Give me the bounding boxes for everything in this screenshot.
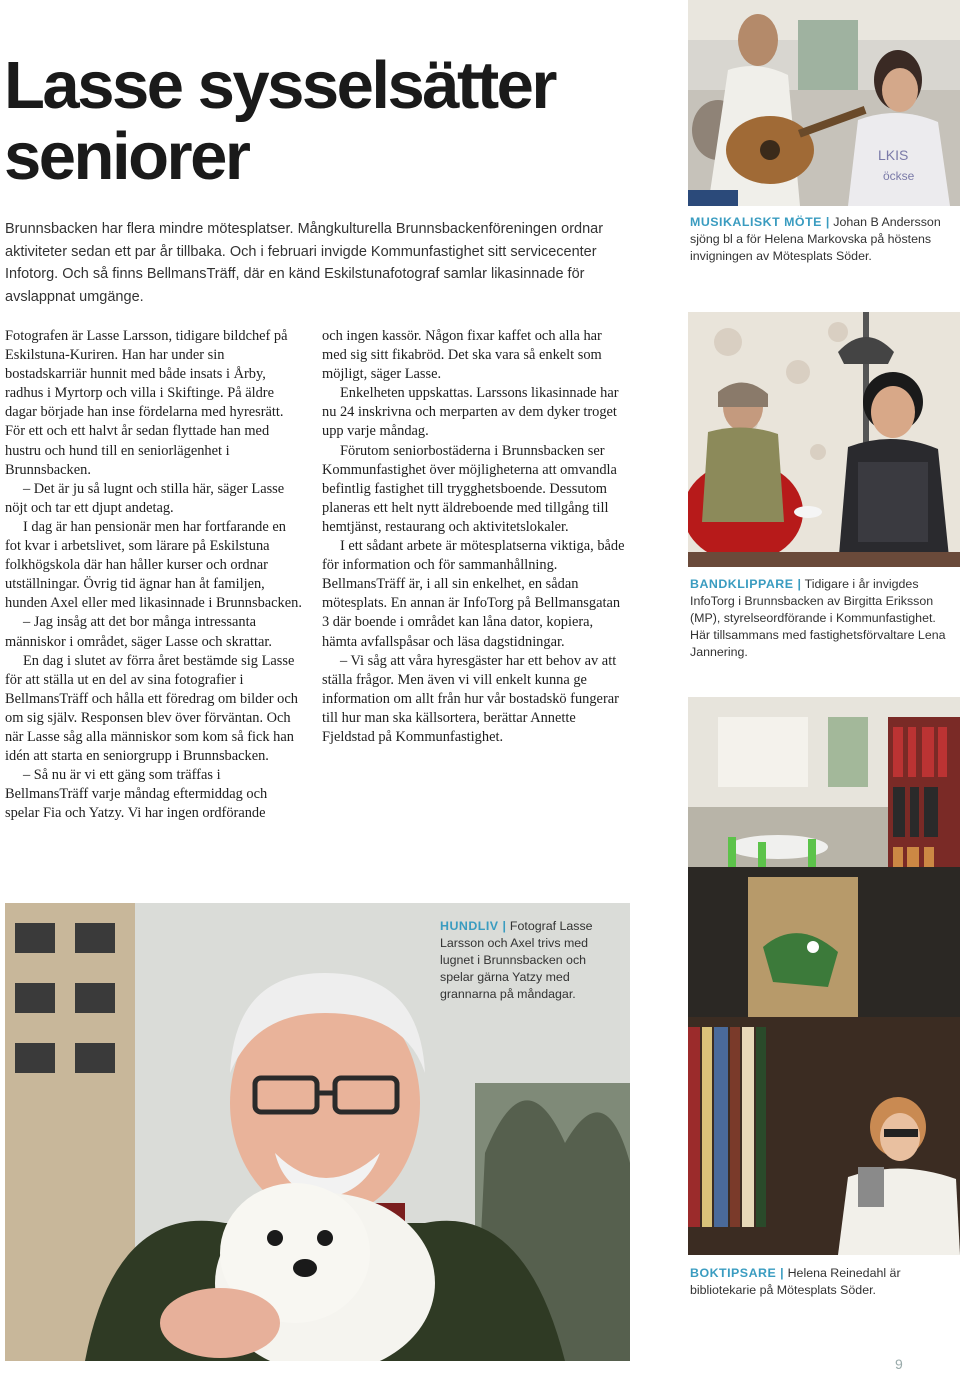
photo-musicians: [688, 0, 960, 206]
caption-dog-label: HUNDLIV |: [440, 919, 507, 933]
caption-ribbon-text: Tidigare i år invigdes InfoTorg i Brunnsbacken av Birgitta Eriksson (MP), styrelseordförande i Kommunfastighet. Här tillsammans med fastighetsförvaltare Lena Jannering.: [690, 577, 946, 659]
col2-paragraph: I ett sådant arbete är mötesplatserna viktiga, både för information och för sammanhållning. BellmansTräff är, i all sin enkelhet, en sådan mötesplats. En annan är InfoTorg på Bellmansgatan 3 där boende i området kan låna dator, kopiera, hämta avfallspåsar och läsa dagstidningar.: [322, 538, 625, 650]
svg-text:öckse: öckse: [883, 169, 915, 183]
col2-paragraph: Enkelheten uppskattas. Larssons likasinnade har nu 24 inskrivna och merparten av dem dyker troget upp varje måndag.: [322, 385, 619, 440]
caption-ribbon: [690, 576, 950, 661]
col1-paragraph: – Så nu är vi ett gäng som träffas i BellmansTräff varje måndag eftermiddag och spelar Fia och Yatzy. Vi har ingen ordförande: [5, 767, 268, 822]
photo-library: [688, 697, 960, 1255]
col1-paragraph: Fotografen är Lasse Larsson, tidigare bildchef på Eskilstuna-Kuriren. Han har under sin bostadskarriär hunnit med både insats i Årby, radhus i Myrtorp och villa i Skiftinge. På äldre dagar började han inse fördelarna med hyresrätt. För ett och ett halvt år sedan flyttade han med hustru och hund till en seniorlägenhet i Brunnsbacken.: [5, 328, 288, 478]
body-column-2: [322, 327, 628, 747]
ingress: Brunnsbacken har flera mindre mötesplatser. Mångkulturella Brunnsbackenföreningen ordnar aktiviteter sedan ett par år tillbaka. Och i februari invigde Kommunfastighet sitt servicecenter Infotorg. Och så finns BellmansTräff, där en känd Eskilstunafotograf samlar likasinnade för avslappnat umgänge.: [5, 221, 604, 305]
caption-books-label: BOKTIPSARE |: [690, 1266, 785, 1280]
body-column-1: [5, 327, 305, 823]
col2-paragraph: – Vi såg att våra hyresgäster har ett behov av att ställa frågor. Men även vi vill enkelt kunna ge information om allt från hur vår bostadskö fungerar till hur man ska källsortera, berättar Annette Fjeldstad på Kommunfastighet.: [322, 652, 619, 745]
caption-ribbon-label: BANDKLIPPARE |: [690, 577, 802, 591]
col1-paragraph: – Det är ju så lugnt och stilla här, säger Lasse nöjt och tar ett djupt andetag.: [5, 480, 285, 516]
caption-books-text: Helena Reinedahl är bibliotekarie på Mötesplats Söder.: [690, 1266, 901, 1297]
svg-text:LKIS: LKIS: [878, 147, 909, 163]
caption-books: [690, 1265, 950, 1299]
caption-music-label: MUSIKALISKT MÖTE |: [690, 215, 830, 229]
page-number: 9: [895, 1356, 903, 1372]
caption-music: [690, 214, 950, 265]
caption-dog-text: Fotograf Lasse Larsson och Axel trivs med lugnet i Brunnsbacken och spelar gärna Yatzy med grannarna på måndagar.: [440, 919, 593, 1001]
photo-ribbon-cutting: [688, 312, 960, 567]
col1-paragraph: I dag är han pensionär men har fortfarande en fot kvar i arbetslivet, som lärare på Eskilstuna folkhögskola där han håller kurser och ordnar utställningar. Övrig tid ägnar han åt familjen, hunden Axel eller med likasinnade i Brunnsbacken.: [5, 518, 302, 612]
col1-paragraph: – Jag insåg att det bor många intressanta människor i området, säger Lasse och skrattar.: [5, 614, 272, 650]
col1-paragraph: En dag i slutet av förra året bestämde sig Lasse för att ställa ut en del av sina fotografier i BellmansTräff och hålla ett föredrag om bilder och om sig själv. Responsen blev över förväntan. Och när Lasse såg alla människor som kom så fick han idén att starta en seniorgrupp i Brunnsbacken.: [5, 652, 298, 765]
caption-dog: [440, 918, 620, 1003]
col2-paragraph: Förutom seniorbostäderna i Brunnsbacken ser Kommunfastighet över möjligheterna att omvandla befintlig fastighet till trygghetsboende. Dessutom planeras ett helt nytt äldreboende med tillgång till hemtjänst, restaurang och aktivitetslokaler.: [322, 442, 617, 535]
caption-music-text: Johan B Andersson sjöng bl a för Helena Markovska på höstens invigningen av Mötesplats Söder.: [690, 215, 941, 263]
headline: Lasse sysselsätter seniorer: [4, 48, 555, 194]
col2-paragraph: och ingen kassör. Någon fixar kaffet och alla har med sig sitt fikabröd. Det ska vara så enkelt som möjligt, säger Lasse.: [322, 328, 602, 383]
